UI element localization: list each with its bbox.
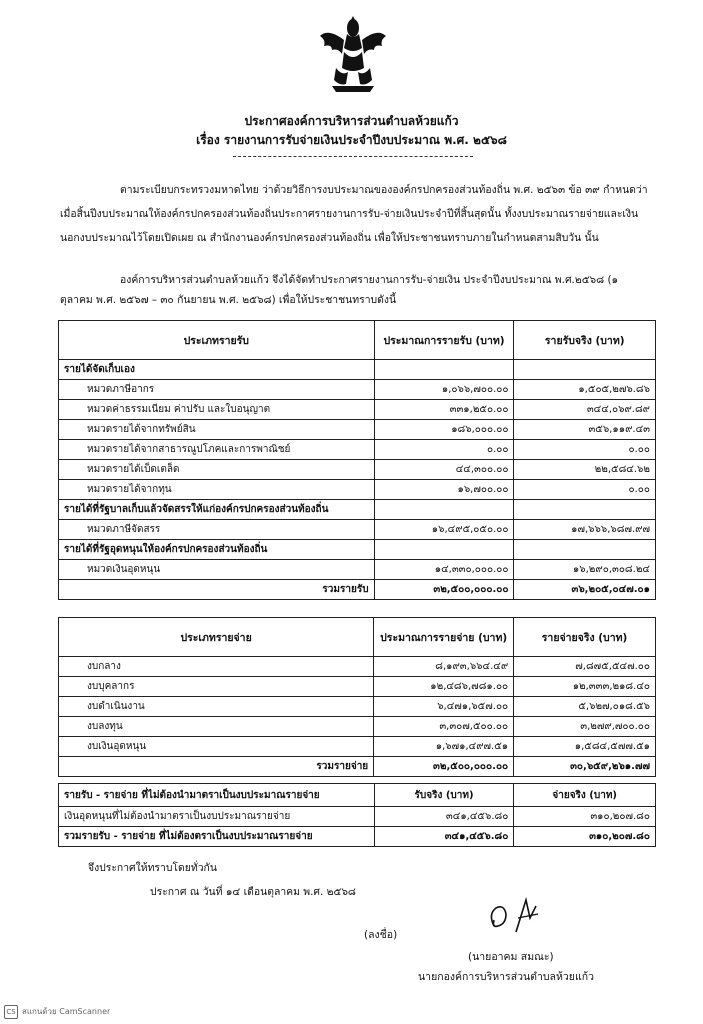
expense-actual-header: รายจ่ายจริง (บาท) — [514, 618, 656, 657]
income-row-actual: ๓๔๔,๐๖๙.๘๙ — [514, 400, 656, 420]
income-row-actual: ๐.๐๐ — [514, 480, 656, 500]
income-total-estimate: ๓๒,๕๐๐,๐๐๐.๐๐ — [374, 580, 514, 600]
income-actual-header: รายรับจริง (บาท) — [514, 321, 656, 360]
table-row — [59, 420, 656, 440]
nonbudget-total-row — [59, 827, 656, 847]
expense-row-label: งบกลาง — [59, 657, 374, 677]
expense-row-actual: ๑๒,๓๓๓,๒๑๘.๔๐ — [514, 677, 656, 697]
income-total-row — [59, 580, 656, 600]
table-row — [59, 737, 656, 757]
expense-row-actual: ๓,๒๗๙,๗๐๐.๐๐ — [514, 717, 656, 737]
income-row-label: หมวดรายได้จากทุน — [59, 480, 375, 500]
scanner-watermark-text: สแกนด้วย CamScanner — [22, 1007, 111, 1016]
table-row — [59, 480, 656, 500]
income-estimate-header: ประมาณการรายรับ (บาท) — [374, 321, 514, 360]
income-header-row — [59, 321, 656, 360]
nonbudget-total-paid: ๓๑๐,๒๐๗.๘๐ — [514, 827, 656, 847]
announcement-date: ประกาศ ณ วันที่ ๑๔ เดือนตุลาคม พ.ศ. ๒๕๖๘ — [150, 886, 356, 898]
table-row — [59, 560, 656, 580]
expense-row-label: งบบุคลากร — [59, 677, 374, 697]
expense-estimate-header: ประมาณการรายจ่าย (บาท) — [374, 618, 514, 657]
income-table — [58, 320, 656, 600]
income-row-actual: ๓๕๖,๑๑๙.๔๓ — [514, 420, 656, 440]
nonbudget-total-received: ๓๔๑,๔๕๖.๘๐ — [374, 827, 514, 847]
expense-total-label: รวมรายจ่าย — [59, 757, 374, 777]
expense-row-estimate: ๖,๔๗๑,๖๕๗.๐๐ — [374, 697, 514, 717]
nonbudget-type-header: รายรับ - รายจ่าย ที่ไม่ต้องนำมาตราเป็นงบประมาณรายจ่าย — [59, 784, 375, 807]
income-row-estimate: ๐.๐๐ — [374, 440, 514, 460]
expense-row-label: งบเงินอุดหนุน — [59, 737, 374, 757]
expense-type-header: ประเภทรายจ่าย — [59, 618, 374, 657]
expense-row-estimate: ๑๒,๔๘๖,๗๘๑.๐๐ — [374, 677, 514, 697]
expense-table — [58, 617, 656, 777]
paragraph-1-line-3: นอกงบประมาณไว้โดยเปิดเผย ณ สำนักงานองค์กรปกครองส่วนท้องถิ่น เพื่อให้ประชาชนทราบภายในกำหนดสามสิบวัน นั้น — [60, 232, 599, 244]
expense-row-label: งบลงทุน — [59, 717, 374, 737]
signer-name: (นายอาคม สมณะ) — [468, 951, 554, 963]
income-row-actual: ๒๒,๕๘๔.๖๒ — [514, 460, 656, 480]
income-row-label: หมวดรายได้จากสาธารณูปโภคและการพาณิชย์ — [59, 440, 375, 460]
income-row-actual: ๑๖,๒๙๐,๓๐๘.๒๔ — [514, 560, 656, 580]
camscanner-icon: CS — [4, 1005, 18, 1019]
table-row — [59, 657, 656, 677]
expense-row-estimate: ๘,๑๙๓,๖๖๔.๔๙ — [374, 657, 514, 677]
expense-row-actual: ๕,๖๒๗,๐๑๘.๕๖ — [514, 697, 656, 717]
announcement-title: ประกาศองค์การบริหารส่วนตำบลห้วยแก้ว — [244, 114, 459, 128]
income-row-estimate: ๑๖,๗๐๐.๐๐ — [374, 480, 514, 500]
paragraph-2-line-1: องค์การบริหารส่วนตำบลห้วยแก้ว จึงได้จัดทำประกาศรายงานการรับ-จ่ายเงิน ประจำปีงบประมาณ พ.ศ.๒๕๖๘ (๑ — [120, 274, 619, 286]
nonbudget-table — [58, 783, 656, 847]
income-row-estimate: ๑๘๖,๐๐๐.๐๐ — [374, 420, 514, 440]
nonbudget-row-paid: ๓๑๐,๒๐๗.๘๐ — [514, 807, 656, 827]
income-row-label: หมวดค่าธรรมเนียม ค่าปรับ และใบอนุญาต — [59, 400, 375, 420]
table-row — [59, 400, 656, 420]
income-row-estimate: ๑๖,๔๙๕,๐๕๐.๐๐ — [374, 520, 514, 540]
closing-announcement: จึงประกาศให้ทราบโดยทั่วกัน — [88, 862, 217, 874]
income-section-row — [59, 360, 656, 380]
signature-label: (ลงชื่อ) — [364, 929, 398, 941]
paragraph-2-line-2: ตุลาคม พ.ศ. ๒๕๖๗ – ๓๐ กันยายน พ.ศ. ๒๕๖๘) เพื่อให้ประชาชนทราบดังนี้ — [60, 294, 397, 306]
table-row — [59, 440, 656, 460]
expense-total-row — [59, 757, 656, 777]
expense-row-estimate: ๑,๖๗๑,๔๙๗.๕๑ — [374, 737, 514, 757]
table-row — [59, 677, 656, 697]
nonbudget-paid-header: จ่ายจริง (บาท) — [514, 784, 656, 807]
expense-total-estimate: ๓๒,๕๐๐,๐๐๐.๐๐ — [374, 757, 514, 777]
table-row — [59, 460, 656, 480]
expense-row-actual: ๑,๕๘๔,๕๗๗.๕๑ — [514, 737, 656, 757]
income-row-label: หมวดภาษีจัดสรร — [59, 520, 375, 540]
income-section-label: รายได้ที่รัฐอุดหนุนให้องค์กรปกครองส่วนท้องถิ่น — [59, 540, 375, 560]
income-row-estimate: ๔๔,๓๐๐.๐๐ — [374, 460, 514, 480]
table-row — [59, 807, 656, 827]
income-row-actual: ๑,๕๐๕,๒๗๖.๘๖ — [514, 380, 656, 400]
income-row-estimate: ๓๓๑,๒๕๐.๐๐ — [374, 400, 514, 420]
nonbudget-row-label: เงินอุดหนุนที่ไม่ต้องนำมาตราเป็นงบประมาณรายจ่าย — [59, 807, 375, 827]
expense-row-actual: ๗,๘๗๕,๕๔๗.๐๐ — [514, 657, 656, 677]
expense-row-label: งบดำเนินงาน — [59, 697, 374, 717]
table-row — [59, 520, 656, 540]
scanner-watermark — [4, 1005, 110, 1019]
garuda-emblem — [318, 14, 388, 94]
expense-row-estimate: ๓,๓๐๗,๕๐๐.๐๐ — [374, 717, 514, 737]
expense-header-row — [59, 618, 656, 657]
nonbudget-received-header: รับจริง (บาท) — [374, 784, 514, 807]
income-row-label: หมวดรายได้จากทรัพย์สิน — [59, 420, 375, 440]
income-row-label: หมวดเงินอุดหนุน — [59, 560, 375, 580]
income-section-row — [59, 540, 656, 560]
nonbudget-header-row — [59, 784, 656, 807]
income-row-actual: ๑๗,๖๖๖,๖๘๗.๙๗ — [514, 520, 656, 540]
paragraph-1-line-2: เมื่อสิ้นปีงบประมาณให้องค์กรปกครองส่วนท้องถิ่นประกาศรายงานการรับ-จ่ายเงินประจำปีที่สิ้นสุดนั้น ทั้งงบประมาณรายจ่ายและเงิน — [60, 208, 639, 220]
announcement-subject: เรื่อง รายงานการรับจ่ายเงินประจำปีงบประมาณ พ.ศ. ๒๕๖๘ — [196, 133, 507, 147]
nonbudget-row-received: ๓๔๑,๔๕๖.๘๐ — [374, 807, 514, 827]
table-row — [59, 717, 656, 737]
title-divider — [233, 156, 473, 157]
table-row — [59, 380, 656, 400]
income-row-estimate: ๑๔,๓๓๐,๐๐๐.๐๐ — [374, 560, 514, 580]
income-total-actual: ๓๖,๒๐๕,๐๔๗.๐๑ — [514, 580, 656, 600]
paragraph-1-line-1: ตามระเบียบกระทรวงมหาดไทย ว่าด้วยวิธีการงบประมาณขององค์กรปกครองส่วนท้องถิ่น พ.ศ. ๒๕๖๓ ข้อ ๓๙ กำหนดว่า — [120, 184, 648, 196]
income-row-estimate: ๑,๐๖๖,๗๐๐.๐๐ — [374, 380, 514, 400]
table-row — [59, 697, 656, 717]
income-row-label: หมวดรายได้เบ็ดเตล็ด — [59, 460, 375, 480]
nonbudget-total-label: รวมรายรับ - รายจ่าย ที่ไม่ต้องตราเป็นงบประมาณรายจ่าย — [59, 827, 375, 847]
income-row-label: หมวดภาษีอากร — [59, 380, 375, 400]
income-section-row — [59, 500, 656, 520]
signer-position: นายกองค์การบริหารส่วนตำบลห้วยแก้ว — [418, 971, 594, 983]
income-total-label: รวมรายรับ — [59, 580, 375, 600]
signature — [486, 896, 556, 936]
income-section-label: รายได้จัดเก็บเอง — [59, 360, 375, 380]
expense-total-actual: ๓๐,๖๕๙,๒๖๑.๗๗ — [514, 757, 656, 777]
income-type-header: ประเภทรายรับ — [59, 321, 375, 360]
income-section-label: รายได้ที่รัฐบาลเก็บแล้วจัดสรรให้แก่องค์กรปกครองส่วนท้องถิ่น — [59, 500, 375, 520]
income-row-actual: ๐.๐๐ — [514, 440, 656, 460]
